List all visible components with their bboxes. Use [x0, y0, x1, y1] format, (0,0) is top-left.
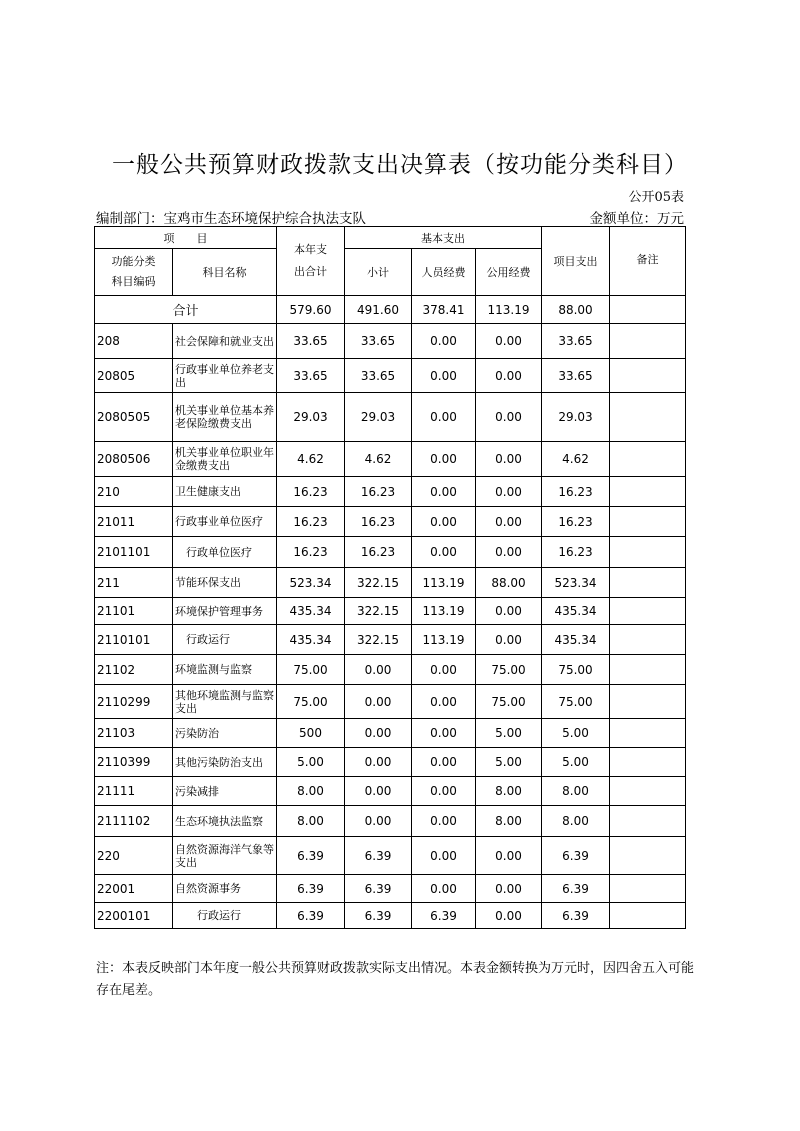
name-cell: 卫生健康支出: [173, 477, 277, 507]
remark-cell: [610, 359, 686, 393]
remark-cell: [610, 537, 686, 568]
table-row: [95, 442, 686, 477]
personnel-cell: 0.00: [412, 393, 476, 442]
project-cell: 6.39: [542, 837, 610, 875]
public-cell: 0.00: [476, 359, 542, 393]
personnel-cell: 113.19: [412, 568, 476, 598]
header-public: 公用经费: [476, 249, 542, 296]
table-row: [95, 719, 686, 748]
name-cell: 行政运行: [173, 903, 277, 929]
public-cell: 88.00: [476, 568, 542, 598]
project-cell: 8.00: [542, 806, 610, 837]
form-number: 公开05表: [628, 190, 684, 205]
project-cell: 6.39: [542, 903, 610, 929]
total-remark: [610, 296, 686, 324]
project-cell: 29.03: [542, 393, 610, 442]
header-project: 项目支出: [542, 227, 610, 296]
public-cell: 0.00: [476, 625, 542, 655]
department-label: 编制部门：宝鸡市生态环境保护综合执法支队: [96, 211, 366, 227]
code-cell: 21102: [95, 655, 173, 685]
code-cell: 22001: [95, 875, 173, 903]
public-cell: 0.00: [476, 875, 542, 903]
subtotal-cell: 322.15: [345, 598, 412, 625]
year-total-cell: 523.34: [277, 568, 345, 598]
name-cell: 生态环境执法监察: [173, 806, 277, 837]
code-cell: 21103: [95, 719, 173, 748]
public-cell: 0.00: [476, 903, 542, 929]
remark-cell: [610, 685, 686, 719]
code-cell: 211: [95, 568, 173, 598]
personnel-cell: 0.00: [412, 719, 476, 748]
header-item: 项 目: [95, 227, 277, 249]
personnel-cell: 113.19: [412, 625, 476, 655]
year-total-cell: 16.23: [277, 477, 345, 507]
public-cell: 0.00: [476, 324, 542, 359]
year-total-cell: 4.62: [277, 442, 345, 477]
header-func-code: 功能分类科目编码: [95, 249, 173, 296]
remark-cell: [610, 568, 686, 598]
subtotal-cell: 4.62: [345, 442, 412, 477]
amount-unit-label: 金额单位：万元: [589, 211, 684, 227]
subtotal-cell: 33.65: [345, 324, 412, 359]
name-cell: 行政运行: [173, 625, 277, 655]
name-cell: 污染减排: [173, 777, 277, 806]
total-subtotal: 491.60: [345, 296, 412, 324]
table-row: [95, 655, 686, 685]
public-cell: 0.00: [476, 393, 542, 442]
total-public: 113.19: [476, 296, 542, 324]
personnel-cell: 0.00: [412, 537, 476, 568]
public-cell: 0.00: [476, 537, 542, 568]
project-cell: 16.23: [542, 477, 610, 507]
remark-cell: [610, 625, 686, 655]
public-cell: 0.00: [476, 507, 542, 537]
name-cell: 环境监测与监察: [173, 655, 277, 685]
total-personnel: 378.41: [412, 296, 476, 324]
code-cell: 2110299: [95, 685, 173, 719]
subtotal-cell: 6.39: [345, 903, 412, 929]
table-row: [95, 507, 686, 537]
code-cell: 2111102: [95, 806, 173, 837]
personnel-cell: 6.39: [412, 903, 476, 929]
total-label: 合计: [95, 296, 277, 324]
public-cell: 75.00: [476, 655, 542, 685]
name-cell: 环境保护管理事务: [173, 598, 277, 625]
code-cell: 2080506: [95, 442, 173, 477]
public-cell: 0.00: [476, 477, 542, 507]
personnel-cell: 0.00: [412, 655, 476, 685]
header-personnel: 人员经费: [412, 249, 476, 296]
name-cell: 自然资源事务: [173, 875, 277, 903]
name-cell: 机关事业单位职业年金缴费支出: [173, 442, 277, 477]
code-cell: 2101101: [95, 537, 173, 568]
table-row: [95, 537, 686, 568]
year-total-cell: 29.03: [277, 393, 345, 442]
subtotal-cell: 16.23: [345, 507, 412, 537]
public-cell: 0.00: [476, 442, 542, 477]
remark-cell: [610, 777, 686, 806]
table-row: [95, 359, 686, 393]
footnote: 注：本表反映部门本年度一般公共预算财政拨款实际支出情况。本表金额转换为万元时，因四舍五入可能存在尾差。: [96, 961, 695, 998]
code-cell: 220: [95, 837, 173, 875]
year-total-cell: 5.00: [277, 748, 345, 777]
name-cell: 节能环保支出: [173, 568, 277, 598]
year-total-cell: 16.23: [277, 507, 345, 537]
name-cell: 污染防治: [173, 719, 277, 748]
subtotal-cell: 16.23: [345, 477, 412, 507]
year-total-cell: 6.39: [277, 837, 345, 875]
subtotal-cell: 322.15: [345, 568, 412, 598]
name-cell: 社会保障和就业支出: [173, 324, 277, 359]
subtotal-cell: 0.00: [345, 655, 412, 685]
remark-cell: [610, 598, 686, 625]
subtotal-cell: 29.03: [345, 393, 412, 442]
header-year-total: 本年支出合计: [277, 227, 345, 296]
project-cell: 75.00: [542, 685, 610, 719]
personnel-cell: 0.00: [412, 442, 476, 477]
code-cell: 2200101: [95, 903, 173, 929]
subtotal-cell: 0.00: [345, 777, 412, 806]
year-total-cell: 75.00: [277, 655, 345, 685]
name-cell: 行政事业单位养老支出: [173, 359, 277, 393]
table-row: [95, 568, 686, 598]
name-cell: 其他污染防治支出: [173, 748, 277, 777]
remark-cell: [610, 507, 686, 537]
code-cell: 21101: [95, 598, 173, 625]
subtotal-cell: 33.65: [345, 359, 412, 393]
remark-cell: [610, 837, 686, 875]
project-cell: 8.00: [542, 777, 610, 806]
subtotal-cell: 0.00: [345, 719, 412, 748]
expenditure-table: [94, 226, 686, 929]
page-title: 一般公共预算财政拨款支出决算表（按功能分类科目）: [112, 152, 688, 178]
subtotal-cell: 322.15: [345, 625, 412, 655]
project-cell: 435.34: [542, 625, 610, 655]
year-total-cell: 33.65: [277, 359, 345, 393]
table-row: [95, 806, 686, 837]
name-cell: 行政事业单位医疗: [173, 507, 277, 537]
code-cell: 2110399: [95, 748, 173, 777]
remark-cell: [610, 393, 686, 442]
project-cell: 33.65: [542, 324, 610, 359]
table-row: [95, 598, 686, 625]
header-basic: 基本支出: [345, 227, 542, 249]
public-cell: 75.00: [476, 685, 542, 719]
code-cell: 21011: [95, 507, 173, 537]
subtotal-cell: 0.00: [345, 748, 412, 777]
total-project: 88.00: [542, 296, 610, 324]
year-total-cell: 6.39: [277, 903, 345, 929]
code-cell: 208: [95, 324, 173, 359]
subtotal-cell: 0.00: [345, 806, 412, 837]
name-cell: 机关事业单位基本养老保险缴费支出: [173, 393, 277, 442]
personnel-cell: 0.00: [412, 748, 476, 777]
project-cell: 16.23: [542, 507, 610, 537]
subtotal-cell: 16.23: [345, 537, 412, 568]
remark-cell: [610, 875, 686, 903]
year-total-cell: 8.00: [277, 777, 345, 806]
public-cell: 5.00: [476, 748, 542, 777]
project-cell: 5.00: [542, 748, 610, 777]
project-cell: 523.34: [542, 568, 610, 598]
personnel-cell: 0.00: [412, 507, 476, 537]
table-row: [95, 837, 686, 875]
year-total-cell: 435.34: [277, 598, 345, 625]
remark-cell: [610, 903, 686, 929]
year-total-cell: 6.39: [277, 875, 345, 903]
personnel-cell: 0.00: [412, 837, 476, 875]
total-year-total: 579.60: [277, 296, 345, 324]
name-cell: 行政单位医疗: [173, 537, 277, 568]
personnel-cell: 113.19: [412, 598, 476, 625]
personnel-cell: 0.00: [412, 477, 476, 507]
personnel-cell: 0.00: [412, 685, 476, 719]
table-row: [95, 875, 686, 903]
header-remark: 备注: [610, 227, 686, 296]
code-cell: 2110101: [95, 625, 173, 655]
personnel-cell: 0.00: [412, 875, 476, 903]
total-row: [95, 296, 686, 324]
header-subtotal: 小计: [345, 249, 412, 296]
remark-cell: [610, 748, 686, 777]
code-cell: 21111: [95, 777, 173, 806]
subtotal-cell: 0.00: [345, 685, 412, 719]
name-cell: 自然资源海洋气象等支出: [173, 837, 277, 875]
remark-cell: [610, 324, 686, 359]
project-cell: 435.34: [542, 598, 610, 625]
table-row: [95, 748, 686, 777]
remark-cell: [610, 719, 686, 748]
project-cell: 4.62: [542, 442, 610, 477]
year-total-cell: 75.00: [277, 685, 345, 719]
table-row: [95, 393, 686, 442]
table-row: [95, 685, 686, 719]
remark-cell: [610, 477, 686, 507]
project-cell: 16.23: [542, 537, 610, 568]
personnel-cell: 0.00: [412, 806, 476, 837]
project-cell: 5.00: [542, 719, 610, 748]
code-cell: 20805: [95, 359, 173, 393]
public-cell: 0.00: [476, 837, 542, 875]
public-cell: 5.00: [476, 719, 542, 748]
name-cell: 其他环境监测与监察支出: [173, 685, 277, 719]
year-total-cell: 500: [277, 719, 345, 748]
table-row: [95, 625, 686, 655]
project-cell: 33.65: [542, 359, 610, 393]
year-total-cell: 16.23: [277, 537, 345, 568]
header-subject-name: 科目名称: [173, 249, 277, 296]
public-cell: 8.00: [476, 806, 542, 837]
personnel-cell: 0.00: [412, 359, 476, 393]
remark-cell: [610, 442, 686, 477]
public-cell: 0.00: [476, 598, 542, 625]
table-row: [95, 324, 686, 359]
project-cell: 6.39: [542, 875, 610, 903]
code-cell: 210: [95, 477, 173, 507]
table-row: [95, 477, 686, 507]
public-cell: 8.00: [476, 777, 542, 806]
subtotal-cell: 6.39: [345, 837, 412, 875]
table-row: [95, 903, 686, 929]
code-cell: 2080505: [95, 393, 173, 442]
subtotal-cell: 6.39: [345, 875, 412, 903]
year-total-cell: 33.65: [277, 324, 345, 359]
year-total-cell: 8.00: [277, 806, 345, 837]
table-row: [95, 777, 686, 806]
personnel-cell: 0.00: [412, 777, 476, 806]
project-cell: 75.00: [542, 655, 610, 685]
personnel-cell: 0.00: [412, 324, 476, 359]
remark-cell: [610, 806, 686, 837]
remark-cell: [610, 655, 686, 685]
year-total-cell: 435.34: [277, 625, 345, 655]
